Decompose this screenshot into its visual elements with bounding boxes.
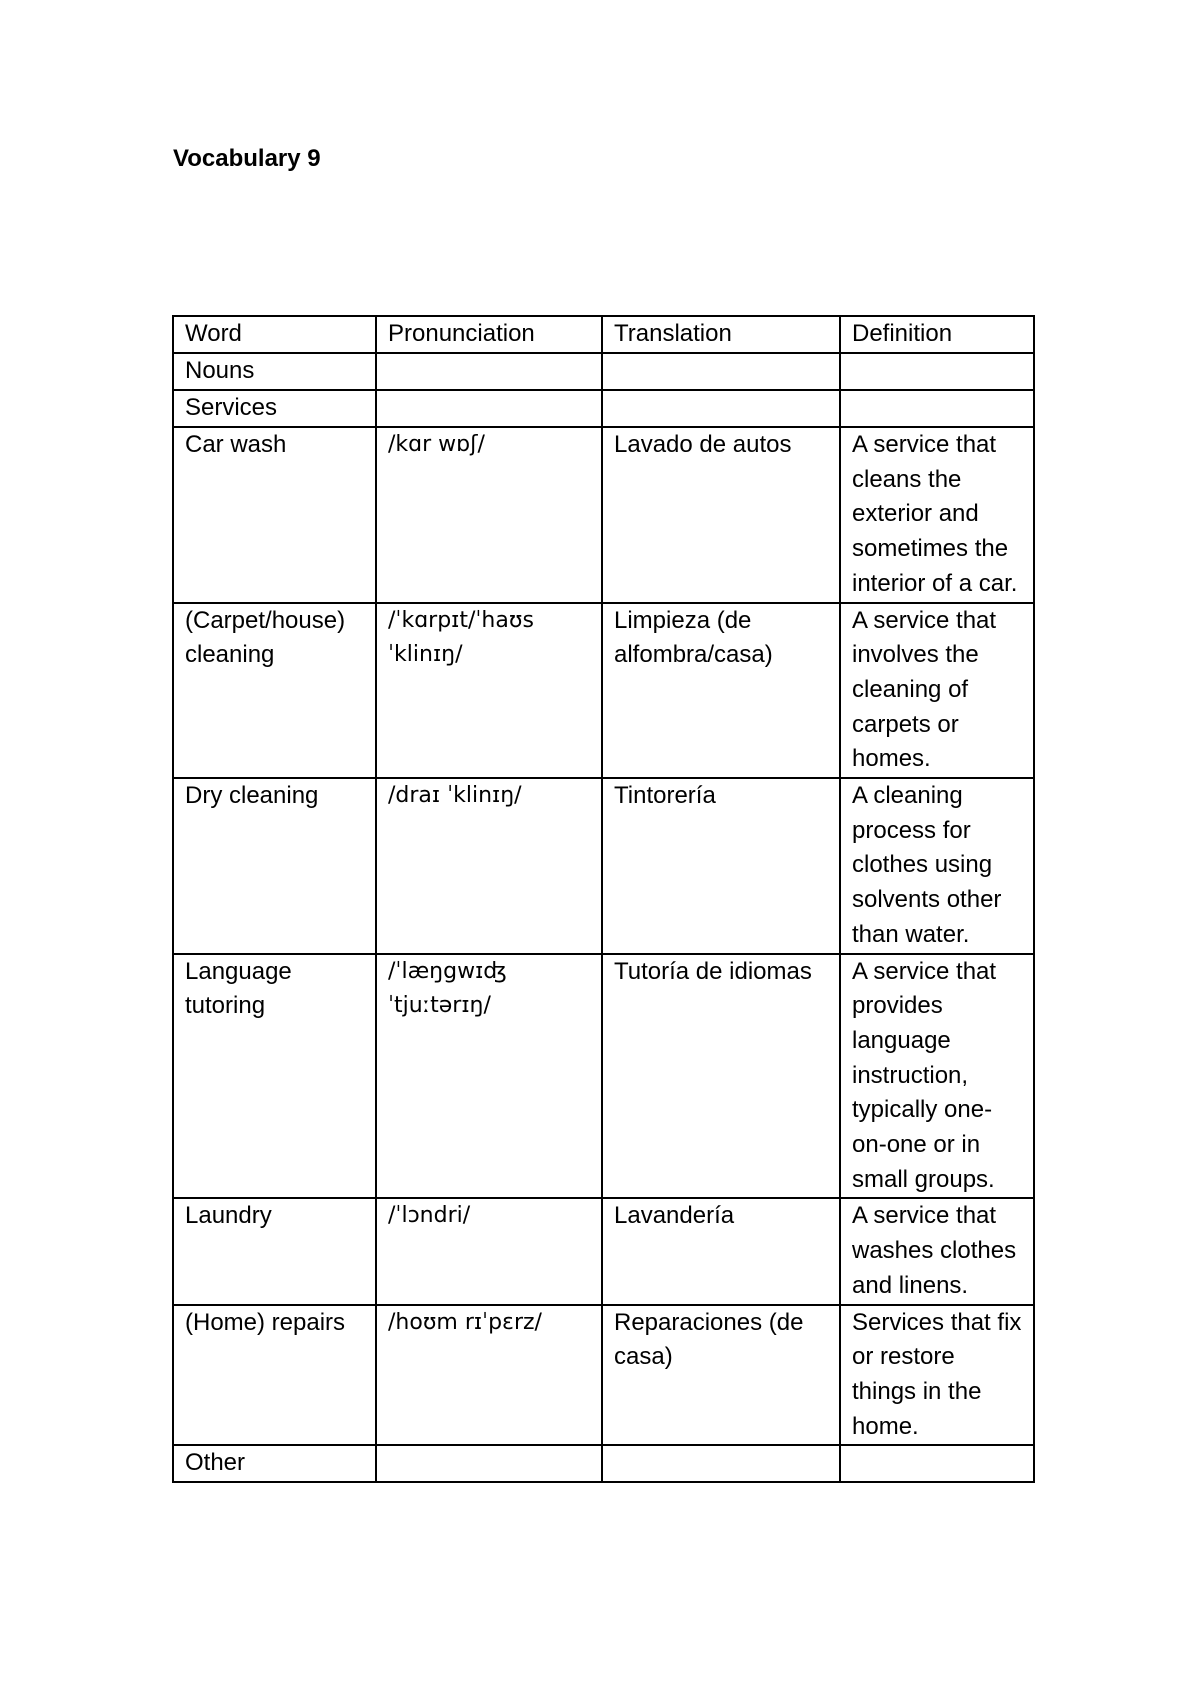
translation-cell: Lavado de autos: [602, 427, 840, 603]
empty-cell: [602, 1445, 840, 1482]
empty-cell: [840, 1445, 1034, 1482]
word-cell: Car wash: [173, 427, 376, 603]
translation-cell: Tintorería: [602, 778, 840, 954]
pronunciation-cell: /hoʊm rɪˈpɛrz/: [376, 1305, 602, 1446]
word-cell: Language tutoring: [173, 954, 376, 1199]
table-row: [173, 778, 1034, 954]
table-row: [173, 954, 1034, 1199]
section-label: Services: [173, 390, 376, 427]
pronunciation-cell: /ˈkɑrpɪt/ˈhaʊs ˈklinɪŋ/: [376, 603, 602, 779]
pronunciation-cell: /kɑr wɒʃ/: [376, 427, 602, 603]
header-definition: Definition: [840, 316, 1034, 353]
definition-cell: A service that provides language instruction, typically one-on-one or in small groups.: [840, 954, 1034, 1199]
table-row: [173, 1305, 1034, 1446]
word-cell: (Home) repairs: [173, 1305, 376, 1446]
table-row: [173, 1198, 1034, 1304]
definition-cell: A service that involves the cleaning of carpets or homes.: [840, 603, 1034, 779]
section-row-services: [173, 390, 1034, 427]
empty-cell: [376, 353, 602, 390]
empty-cell: [602, 390, 840, 427]
header-translation: Translation: [602, 316, 840, 353]
definition-cell: A cleaning process for clothes using solvents other than water.: [840, 778, 1034, 954]
word-cell: Laundry: [173, 1198, 376, 1304]
empty-cell: [840, 353, 1034, 390]
definition-cell: A service that washes clothes and linens.: [840, 1198, 1034, 1304]
table-row: [173, 603, 1034, 779]
definition-cell: A service that cleans the exterior and sometimes the interior of a car.: [840, 427, 1034, 603]
pronunciation-cell: /ˈlɔndri/: [376, 1198, 602, 1304]
translation-cell: Limpieza (de alfombra/casa): [602, 603, 840, 779]
pronunciation-cell: /ˈlæŋgwɪʤ ˈtjuːtərɪŋ/: [376, 954, 602, 1199]
section-label: Nouns: [173, 353, 376, 390]
section-row-other: [173, 1445, 1034, 1482]
translation-cell: Tutoría de idiomas: [602, 954, 840, 1199]
word-cell: (Carpet/house) cleaning: [173, 603, 376, 779]
header-word: Word: [173, 316, 376, 353]
translation-cell: Reparaciones (de casa): [602, 1305, 840, 1446]
table-header-row: [173, 316, 1034, 353]
vocabulary-table: [172, 315, 1035, 1483]
table-row: [173, 427, 1034, 603]
definition-cell: Services that fix or restore things in the home.: [840, 1305, 1034, 1446]
section-label: Other: [173, 1445, 376, 1482]
page-title: Vocabulary 9: [173, 145, 321, 172]
section-row-nouns: [173, 353, 1034, 390]
word-cell: Dry cleaning: [173, 778, 376, 954]
empty-cell: [602, 353, 840, 390]
pronunciation-cell: /draɪ ˈklinɪŋ/: [376, 778, 602, 954]
empty-cell: [376, 390, 602, 427]
empty-cell: [840, 390, 1034, 427]
empty-cell: [376, 1445, 602, 1482]
header-pronunciation: Pronunciation: [376, 316, 602, 353]
translation-cell: Lavandería: [602, 1198, 840, 1304]
